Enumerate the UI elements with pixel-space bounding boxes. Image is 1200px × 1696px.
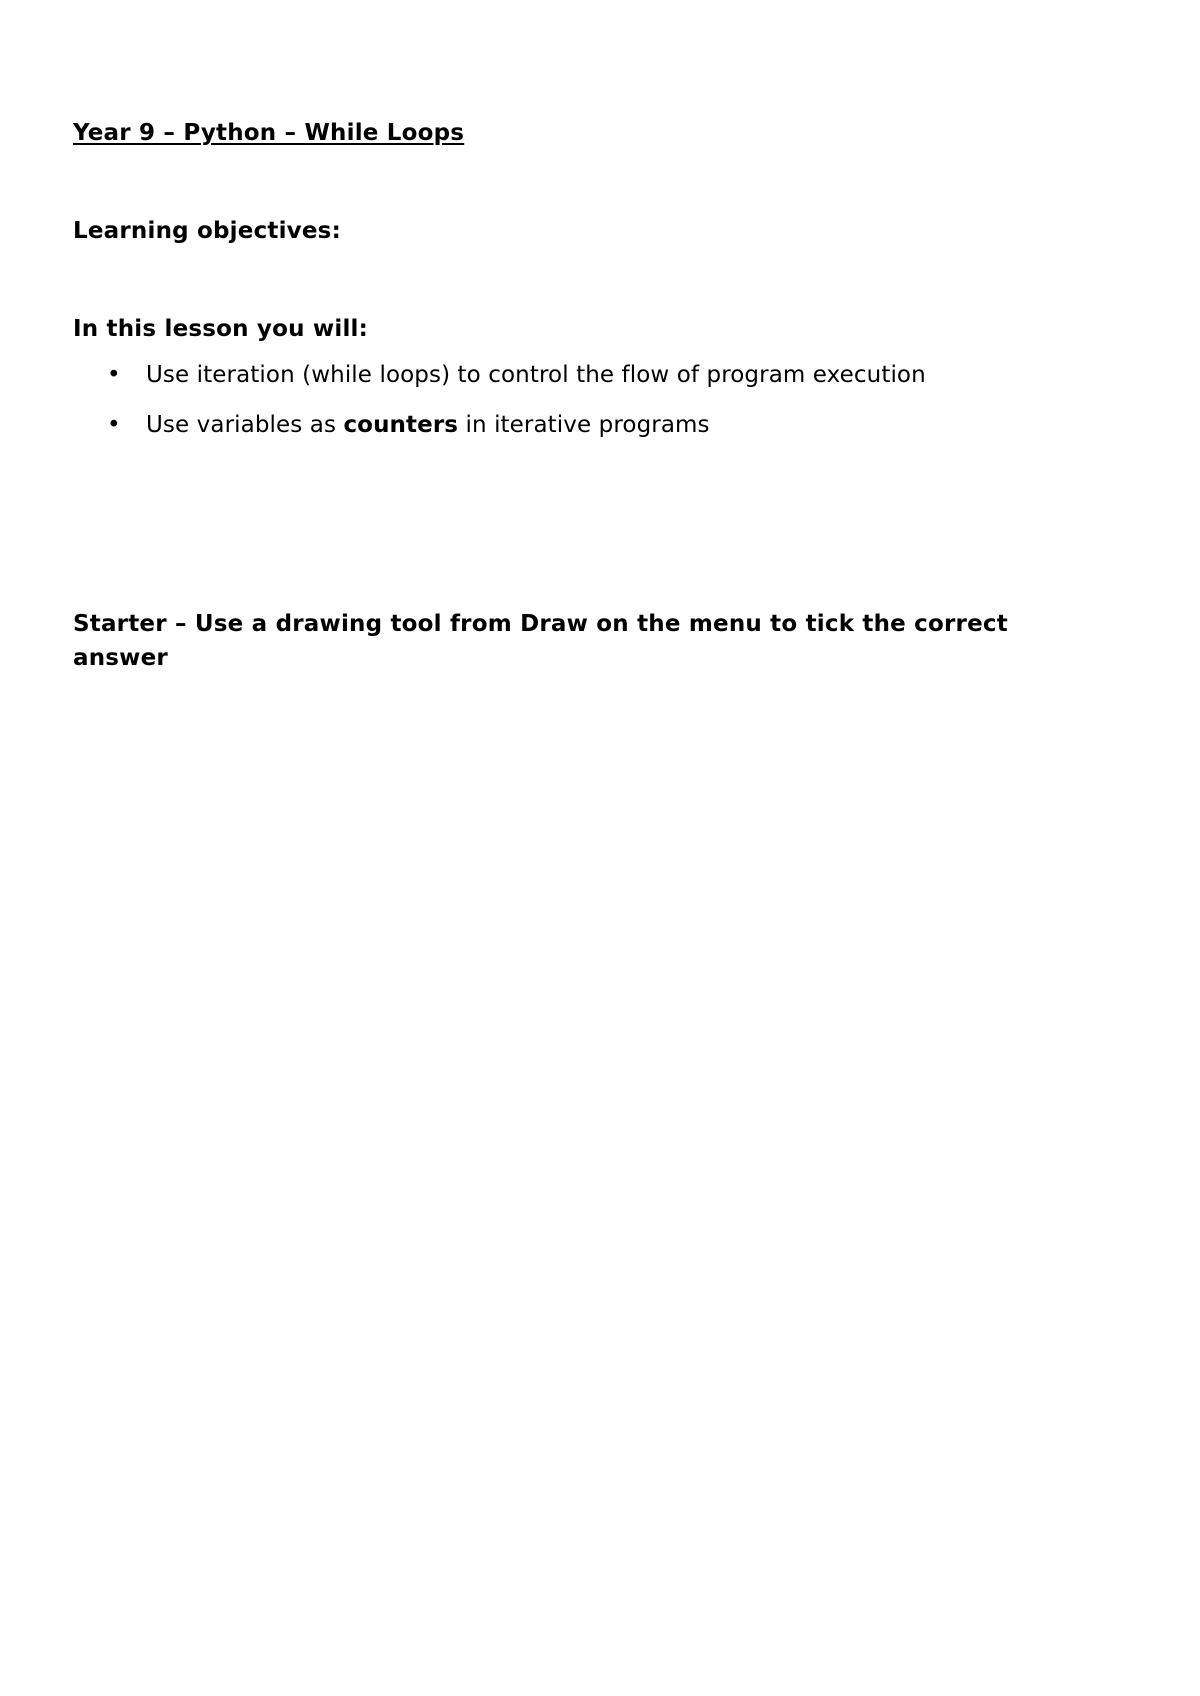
list-item-text: Use iteration (while loops) to control the flow of program execution [146,362,926,388]
list-item-text-suffix: in iterative programs [458,412,710,438]
page-title: Year 9 – Python – While Loops [73,120,465,146]
list-item-text [146,412,710,438]
starter-instruction: Starter – Use a drawing tool from Draw on the menu to tick the correct answer [73,611,1008,671]
list-item-text-prefix: Use variables as [146,412,344,438]
list-item [73,412,1073,462]
bullet-icon: • [107,362,121,388]
learning-objectives-heading: Learning objectives: [73,218,341,244]
list-item [73,362,1073,412]
lesson-heading: In this lesson you will: [73,316,369,342]
objectives-list [73,362,1073,462]
bullet-icon: • [107,412,121,438]
counters-emphasis: counters [343,412,459,438]
